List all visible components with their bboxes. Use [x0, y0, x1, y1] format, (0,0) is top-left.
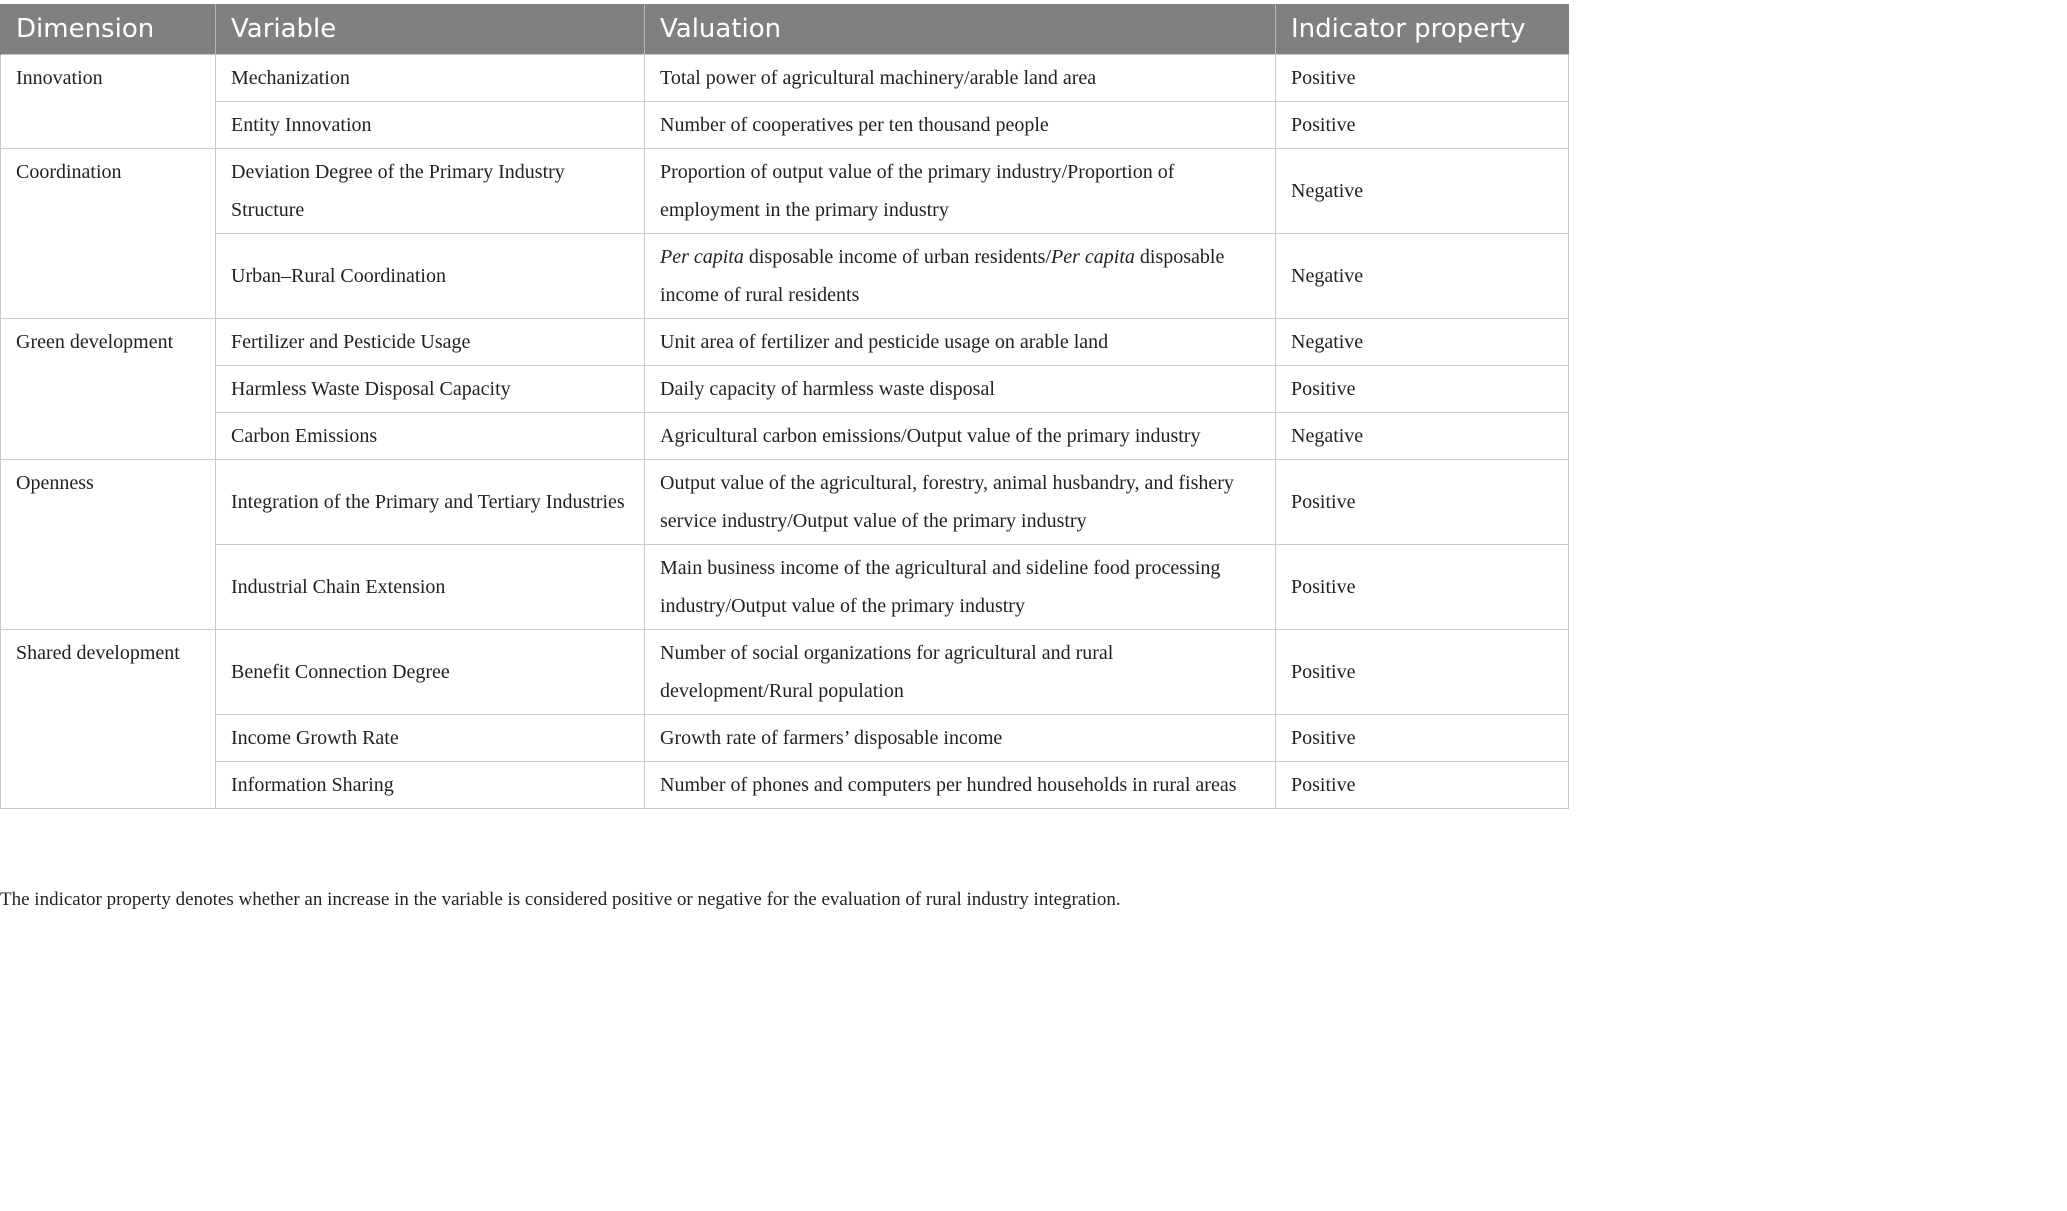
- indicator-property-cell: Positive: [1276, 545, 1569, 630]
- indicator-property-cell: Positive: [1276, 762, 1569, 809]
- variable-cell: Industrial Chain Extension: [216, 545, 645, 630]
- variable-cell: Income Growth Rate: [216, 715, 645, 762]
- indicator-property-cell: Positive: [1276, 630, 1569, 715]
- variable-cell: Fertilizer and Pesticide Usage: [216, 319, 645, 366]
- indicator-property-cell: Negative: [1276, 319, 1569, 366]
- variable-cell: Deviation Degree of the Primary Industry Structure: [216, 149, 645, 234]
- indicator-property-cell: Positive: [1276, 102, 1569, 149]
- header-row: [1, 4, 1569, 55]
- indicator-property-cell: Negative: [1276, 149, 1569, 234]
- variable-cell: Entity Innovation: [216, 102, 645, 149]
- indicator-property-cell: Positive: [1276, 55, 1569, 102]
- indicator-table-container: [0, 4, 1568, 809]
- valuation-cell: Total power of agricultural machinery/arable land area: [645, 55, 1276, 102]
- dimension-cell: Green development: [1, 319, 216, 460]
- table-row: [1, 413, 1569, 460]
- header-variable: Variable: [216, 4, 645, 55]
- valuation-text: disposable income of urban residents/: [743, 246, 1052, 268]
- valuation-cell: Number of social organizations for agricultural and rural development/Rural population: [645, 630, 1276, 715]
- valuation-cell: Main business income of the agricultural and sideline food processing industry/Output value of the primary industry: [645, 545, 1276, 630]
- valuation-italic-text: Per capita: [1051, 246, 1135, 268]
- valuation-cell: Daily capacity of harmless waste disposal: [645, 366, 1276, 413]
- valuation-cell: Proportion of output value of the primary industry/Proportion of employment in the primary industry: [645, 149, 1276, 234]
- dimension-cell: Openness: [1, 460, 216, 630]
- dimension-cell: Shared development: [1, 630, 216, 809]
- variable-cell: Integration of the Primary and Tertiary Industries: [216, 460, 645, 545]
- variable-cell: Carbon Emissions: [216, 413, 645, 460]
- header-valuation: Valuation: [645, 4, 1276, 55]
- indicator-property-cell: Negative: [1276, 234, 1569, 319]
- indicator-property-cell: Positive: [1276, 715, 1569, 762]
- header-dimension: Dimension: [1, 4, 216, 55]
- valuation-cell: Number of phones and computers per hundred households in rural areas: [645, 762, 1276, 809]
- variable-cell: Mechanization: [216, 55, 645, 102]
- table-row: [1, 319, 1569, 366]
- variable-cell: Information Sharing: [216, 762, 645, 809]
- valuation-cell: Growth rate of farmers’ disposable income: [645, 715, 1276, 762]
- valuation-cell: Agricultural carbon emissions/Output value of the primary industry: [645, 413, 1276, 460]
- table-row: [1, 762, 1569, 809]
- table-row: [1, 234, 1569, 319]
- valuation-text: disposable income of rural residents: [660, 246, 1225, 306]
- indicator-property-cell: Negative: [1276, 413, 1569, 460]
- valuation-italic-text: Per capita: [660, 246, 744, 268]
- table-footnote: The indicator property denotes whether an increase in the variable is considered positive or negative for the evaluation of rural industry integration.: [0, 889, 1121, 910]
- table-row: [1, 55, 1569, 102]
- valuation-cell: Unit area of fertilizer and pesticide usage on arable land: [645, 319, 1276, 366]
- table-row: [1, 460, 1569, 545]
- dimension-cell: Innovation: [1, 55, 216, 149]
- indicator-table: [0, 4, 1569, 809]
- indicator-property-cell: Positive: [1276, 366, 1569, 413]
- indicator-property-cell: Positive: [1276, 460, 1569, 545]
- table-row: [1, 102, 1569, 149]
- table-row: [1, 545, 1569, 630]
- table-row: [1, 149, 1569, 234]
- valuation-cell: Number of cooperatives per ten thousand people: [645, 102, 1276, 149]
- variable-cell: Urban–Rural Coordination: [216, 234, 645, 319]
- dimension-cell: Coordination: [1, 149, 216, 319]
- table-row: [1, 630, 1569, 715]
- table-header: [1, 4, 1569, 55]
- variable-cell: Benefit Connection Degree: [216, 630, 645, 715]
- variable-cell: Harmless Waste Disposal Capacity: [216, 366, 645, 413]
- header-indicator-property: Indicator property: [1276, 4, 1569, 55]
- table-body: [1, 55, 1569, 809]
- table-row: [1, 715, 1569, 762]
- valuation-cell: Output value of the agricultural, forestry, animal husbandry, and fishery service industry/Output value of the primary industry: [645, 460, 1276, 545]
- table-row: [1, 366, 1569, 413]
- valuation-cell: [645, 234, 1276, 319]
